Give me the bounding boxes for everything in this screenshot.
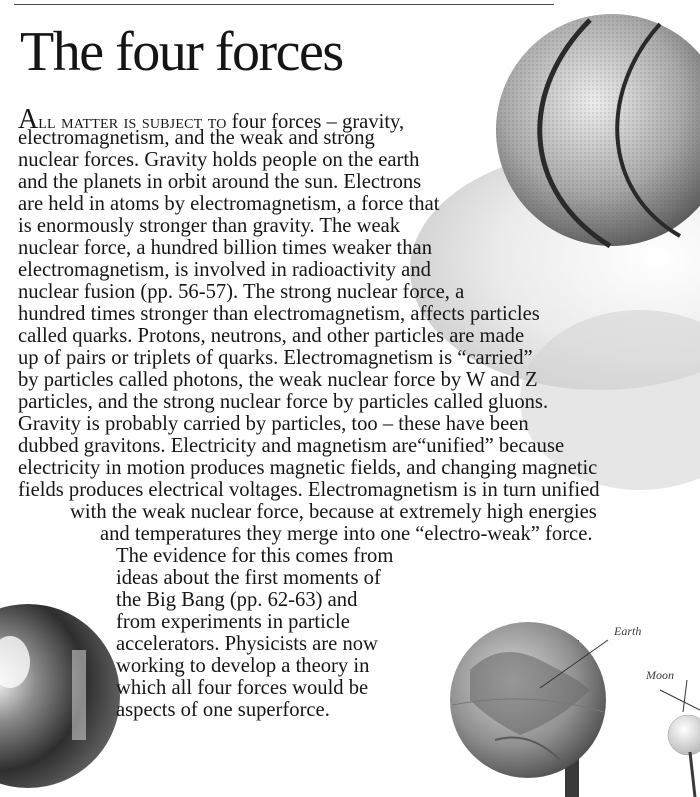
text-line: and the planets in orbit around the sun. Electrons — [18, 171, 422, 193]
text-line: accelerators. Physicists are now — [116, 633, 378, 655]
text-line: electromagnetism, is involved in radioactivity and — [18, 259, 431, 281]
text-line: aspects of one superforce. — [116, 699, 330, 721]
text-line: Gravity is probably carried by particles, too – these have been — [18, 413, 529, 435]
text-line: working to develop a theory in — [116, 655, 370, 677]
text-line: which all four forces would be — [116, 677, 369, 699]
text-line: The evidence for this comes from — [116, 545, 394, 567]
text-line: electromagnetism, and the weak and strong — [18, 127, 375, 149]
text-line: hundred times stronger than electromagnetism, affects particles — [18, 303, 540, 325]
text-line: and temperatures they merge into one “electro-weak” force. — [100, 523, 593, 545]
text-line: is enormously stronger than gravity. The weak — [18, 215, 401, 237]
moon-label: Moon — [646, 668, 674, 682]
text-line: called quarks. Protons, neutrons, and other particles are made — [18, 325, 525, 347]
earth-globe-image — [450, 622, 608, 797]
text-line: nuclear force, a hundred billion times weaker than — [18, 237, 432, 259]
lead-smallcaps: ll matter is subject to — [38, 111, 227, 133]
moon-model-image — [660, 680, 700, 797]
text-line: are held in atoms by electromagnetism, a force that — [18, 193, 440, 215]
text-line: nuclear forces. Gravity holds people on the earth — [18, 149, 420, 171]
text-line: from experiments in particle — [116, 611, 350, 633]
earth-label: Earth — [614, 624, 642, 638]
text-line: by particles called photons, the weak nuclear force by W and Z — [18, 369, 538, 391]
text-line: dubbed gravitons. Electricity and magnetism are“unified” because — [18, 435, 565, 457]
text-line: nuclear fusion (pp. 56-57). The strong nuclear force, a — [18, 281, 465, 303]
page-title: The four forces — [20, 21, 343, 83]
drop-cap: A — [18, 104, 39, 135]
text-line: All matter is subject to four forces – gravity, — [18, 104, 405, 135]
text-line: with the weak nuclear force, because at extremely high energies — [70, 501, 597, 523]
text-line: electricity in motion produces magnetic fields, and changing magnetic — [18, 457, 598, 479]
text-line: the Big Bang (pp. 62-63) and — [116, 589, 358, 611]
text-line: ideas about the first moments of — [116, 567, 381, 589]
text-line: up of pairs or triplets of quarks. Electromagnetism is “carried” — [18, 347, 533, 369]
metal-sphere-image — [0, 604, 120, 788]
text-line: fields produces electrical voltages. Electromagnetism is in turn unified — [18, 479, 600, 501]
text-line: particles, and the strong nuclear force by particles called gluons. — [18, 391, 549, 413]
